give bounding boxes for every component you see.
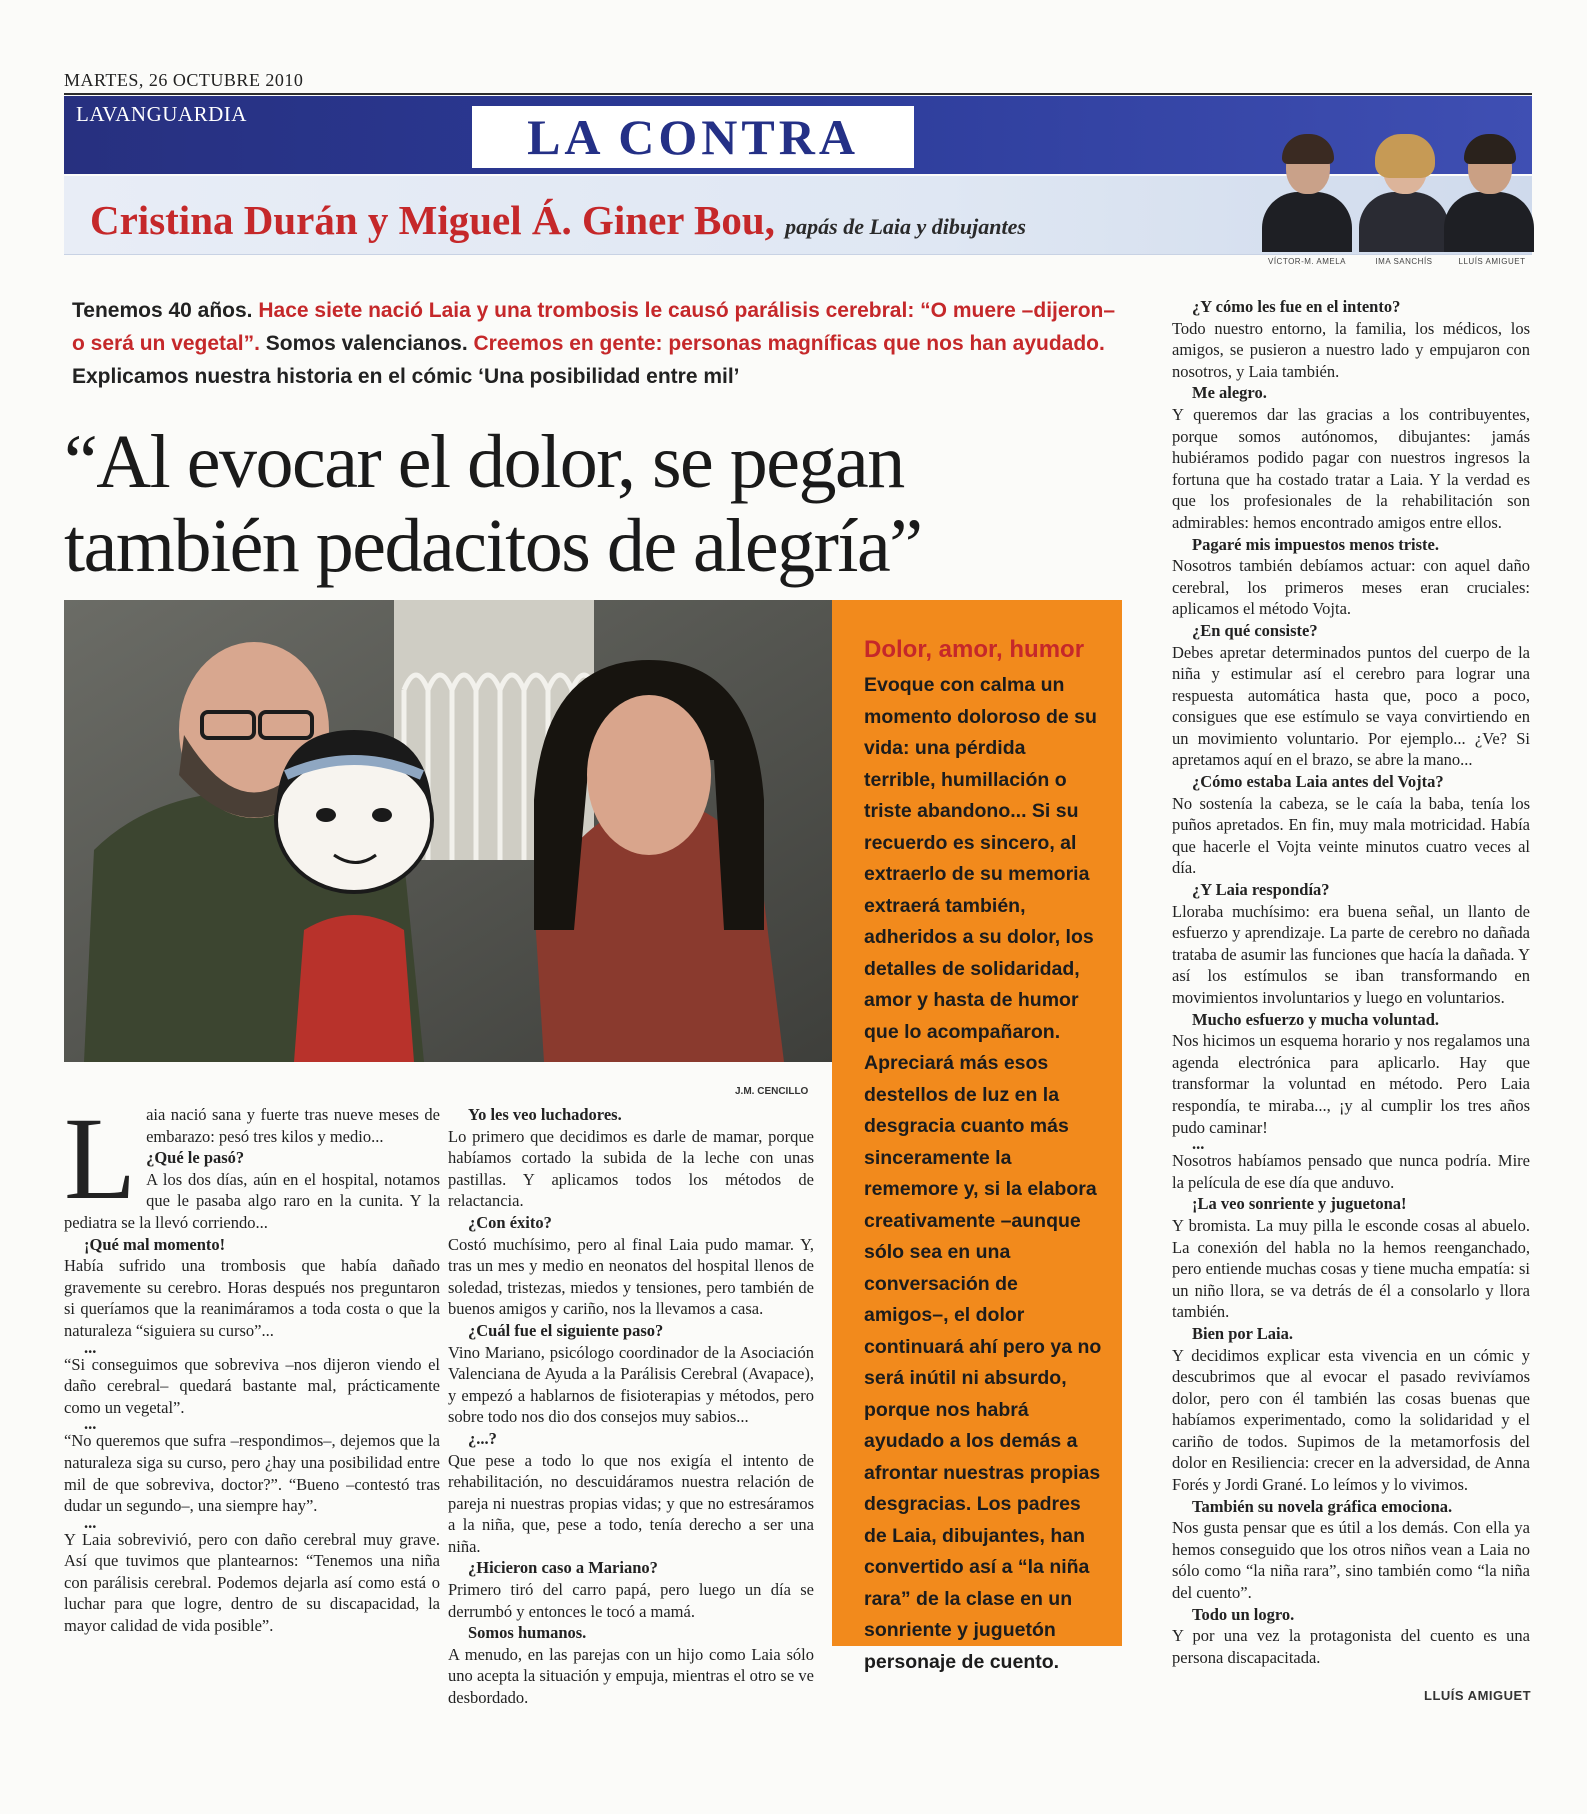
intro-segment: Somos valencianos. [265,332,474,355]
author-photo-3 [1440,134,1538,264]
section-separator: ... [84,1414,97,1434]
interview-question: ¿Hicieron caso a Mariano? [468,1558,658,1578]
drop-cap: L [64,1093,137,1224]
byline: LLUÍS AMIGUET [1424,1688,1532,1703]
paragraph: A menudo, en las parejas con un hijo como Laia sólo uno acepta la situación y empuja, mientras el otro se ve desbordado. [448,1644,814,1708]
paragraph: Que pese a todo lo que nos exigía el intento de rehabilitación, no descuidáramos nuestra relación de pareja ni nuestras propias vidas; y que no estresáramos a la niña, que, pese a todo, tenía derecho a ser una niña. [448,1450,814,1556]
paragraph: Primero tiró del carro papá, pero luego un día se derrumbó y entonces le tocó a mamá. [448,1580,814,1621]
paragraph: Nos gusta pensar que es útil a los demás. Con ella ya hemos conseguido que los otros niños vean a Laia no sólo como “la niña rara”, sino también como “la niña del cuento”. [1172,1518,1530,1603]
paragraph: “Si conseguimos que sobreviva –nos dijeron viendo el daño cerebral– quedará bastante mal, prácticamente como un vegetal”. [64,1354,440,1417]
author-label-2: IMA SANCHÍS [1375,257,1433,266]
paragraph: Nosotros habíamos pensado que nunca podría. Mire la película de ese día que anduvo. [1172,1151,1530,1192]
interviewee-names [90,196,1026,244]
paragraph: Lo primero que decidimos es darle de mamar, porque habíamos cortado la subida de la leche con unas pastillas. Y aplicamos todos los métodos de relactancia. [448,1126,814,1211]
interview-question: ¿Y cómo les fue en el intento? [1192,297,1401,316]
paragraph: Nosotros también debíamos actuar: con aquel daño cerebral, los primeros meses eran cruciales: aplicamos el método Vojta. [1172,556,1530,619]
paragraph: Nos hicimos un esquema horario y nos regalamos una agenda electrónica para aplicarlo. Hay que transformar la voluntad en método. Pero Laia respondía, te miraba..., ¡y al cumplir los tres años pudo caminar! [1172,1031,1530,1137]
intro-summary [72,294,1122,393]
section-title-box [472,106,914,168]
interview-question: ¿En qué consiste? [1192,620,1318,640]
article-column-2 [448,1104,814,1709]
intro-segment: Creemos en gente: personas magníficas que nos han ayudado. [473,332,1105,355]
interview-question: También su novela gráfica emociona. [1192,1496,1453,1516]
author-photo-1 [1258,134,1356,264]
dateline: MARTES, 26 OCTUBRE 2010 [64,70,304,90]
interview-question: Bien por Laia. [1192,1323,1294,1343]
section-title: LA CONTRA [527,109,859,165]
paragraph: No sostenía la cabeza, se le caía la baba, tenía los puños apretados. En fin, muy mala motricidad. Había que hacerle el Vojta veinte minutos cuatro veces al día. [1172,793,1530,878]
interview-question: Yo les veo luchadores. [468,1105,622,1124]
paragraph: Debes apretar determinados puntos del cuerpo de la niña y estimular así el cerebro para lograr una respuesta automática hasta que, poco a poco, consigues que ese estímulo se vaya convirtiendo en un movimiento voluntario. Por ejemplo... ¿Ve? Si apretamos aquí en el brazo, se abre la mano... [1172,642,1530,770]
sidebar-title: Dolor, amor, humor [864,636,1085,663]
interview-question: ¿Y Laia respondía? [1192,880,1330,900]
interview-question: Pagaré mis impuestos menos triste. [1192,534,1440,554]
section-separator: ... [84,1512,97,1532]
author-label-1: VÍCTOR-M. AMELA [1267,257,1347,266]
article-column-3 [1172,296,1530,1668]
masthead-logo: LAVANGUARDIA [76,102,247,126]
interview-question: ¿Cuál fue el siguiente paso? [468,1320,664,1340]
interview-question: ¿Cómo estaba Laia antes del Vojta? [1192,772,1444,792]
interviewee-names-text: Cristina Durán y Miguel Á. Giner Bou, [90,197,775,243]
paragraph: A los dos días, aún en el hospital, notamos que le pasaba algo raro en la cunita. Y la pediatra se la llevó corriendo... [64,1169,440,1232]
paragraph: Y queremos dar las gracias a los contribuyentes, porque somos autónomos, dibujantes: jamás hubiéramos podido pagar con nuestros ingresos la fortuna que ha costado tratar a Laia. Y la verdad es que los profesionales de la rehabilitación son admirables: hemos encontrado amigos entre ellos. [1172,404,1530,532]
headline: “Al evocar el dolor, se pegan también pedacitos de alegría” [64,420,922,588]
interview-question: Todo un logro. [1192,1604,1295,1624]
interview-question: ¿...? [468,1428,497,1448]
article-column-1 [64,1093,440,1637]
paragraph: Había sufrido una trombosis que había dañado gravemente su cerebro. Horas después nos preguntaron si queríamos que la reanimáramos a toda costa o que la naturaleza “siguiera su curso”... [64,1256,440,1340]
sidebar-box [832,600,1122,1673]
paragraph: Y por una vez la protagonista del cuento es una persona discapacitada. [1172,1626,1530,1667]
top-rule [64,93,1532,95]
paragraph: Y Laia sobrevivió, pero con daño cerebral muy grave. Así que tuvimos que plantearnos: “Tenemos una niña con parálisis cerebral. Podemos dejarla así como está o luchar para que logre, dentro de su discapacidad, la mayor calidad de vida posible”. [64,1529,440,1636]
intro-segment: Explicamos nuestra historia en el cómic ‘Una posibilidad entre mil’ [72,365,740,388]
intro-segment: Tenemos 40 años. [72,299,259,322]
interview-question: Mucho esfuerzo y mucha voluntad. [1192,1009,1440,1029]
interview-question: ¿Qué le pasó? [146,1148,245,1168]
interview-photo [64,600,833,1062]
paragraph: Vino Mariano, psicólogo coordinador de la Asociación Valenciana de Ayuda a la Parálisis Cerebral (Avapace), y empezó a hablarnos de fisioterapias y métodos, pero sobre todo nos dio dos consejos muy sabios... [448,1342,814,1427]
paragraph: Costó muchísimo, pero al final Laia pudo mamar. Y, tras un mes y medio en neonatos del hospital llenos de soledad, tristezas, miedos y tensiones, pero también de buenos amigos y cariño, nos la llevamos a casa. [448,1234,814,1319]
paragraph: Y decidimos explicar esta vivencia en un cómic y descubrimos que al evocar el pasado revivíamos dolor, pero con él también las cosas buenas que habíamos experimentado, como la solidaridad y el cariño de todos. Supimos de la metamorfosis del dolor en Resiliencia: crecer en la adversidad, de Anna Forés y Jordi Grané. Lo leímos y lo vivimos. [1172,1345,1530,1495]
paragraph: “No queremos que sufra –respondimos–, dejemos que la naturaleza siga su curso, pero ¿hay una posibilidad entre mil de que sobreviva, doctor?”. “Bueno –contestó tras dudar un segundo–, una siempre hay”. [64,1431,440,1516]
section-separator: ... [1192,1134,1205,1154]
section-separator: ... [84,1337,97,1357]
interviewee-description: papás de Laia y dibujantes [785,214,1026,239]
author-label-3: LLUÍS AMIGUET [1458,257,1526,266]
interview-question: ¡La veo sonriente y juguetona! [1192,1194,1407,1214]
author-photo-2 [1355,134,1453,264]
interview-question: ¡Qué mal momento! [84,1234,226,1254]
paragraph: Y bromista. La muy pilla le esconde cosas al abuelo. La conexión del habla no la hemos reenganchado, pero entiende muchas cosas y tiene mucha empatía: si un niño llora, se va detrás de él a consolarlo y llora también. [1172,1215,1530,1322]
paragraph: Lloraba muchísimo: era buena señal, un llanto de esfuerzo y aprendizaje. La parte de cerebro no dañada trataba de asumir las funciones que hacía la dañada. Y así los estímulos se iban transformando en movimientos involuntarios y luego en voluntarios. [1172,901,1530,1007]
sidebar-body: Evoque con calma un momento doloroso de su vida: una pérdida terrible, humillación o triste abandono... Si su recuerdo es sincero, al extraerlo de su memoria extraerá también, adheridos a su dolor, los detalles de solidaridad, amor y hasta de humor que lo acompañaron. Apreciará más esos destellos de luz en la desgracia cuanto más sinceramente la rememore y, si la elabora creativamente –aunque sólo sea en una conversación de amigos–, el dolor continuará ahí pero ya no será inútil ni absurdo, porque nos habrá ayudado a los demás a afrontar nuestras propias desgracias. Los padres de Laia, dibujantes, han convertido así a “la niña rara” de la clase en un sonriente y juguetón personaje de cuento. [864,674,1102,1673]
interview-question: Somos humanos. [468,1623,587,1643]
intro-segment: Hace siete nació Laia y una trombosis le causó parálisis cerebral: “O muere –dijeron– o será un vegetal”. [72,299,1116,355]
paragraph: Todo nuestro entorno, la familia, los médicos, los amigos, se pusieron a nuestro lado y empujaron con nosotros, y Laia también. [1172,318,1530,381]
interview-question: ¿Con éxito? [468,1212,552,1232]
paragraph-text: aia nació sana y fuerte tras nueve meses de embarazo: pesó tres kilos y medio... [146,1105,440,1146]
interview-question: Me alegro. [1192,383,1267,403]
photo-credit: J.M. CENCILLO [735,1086,809,1097]
